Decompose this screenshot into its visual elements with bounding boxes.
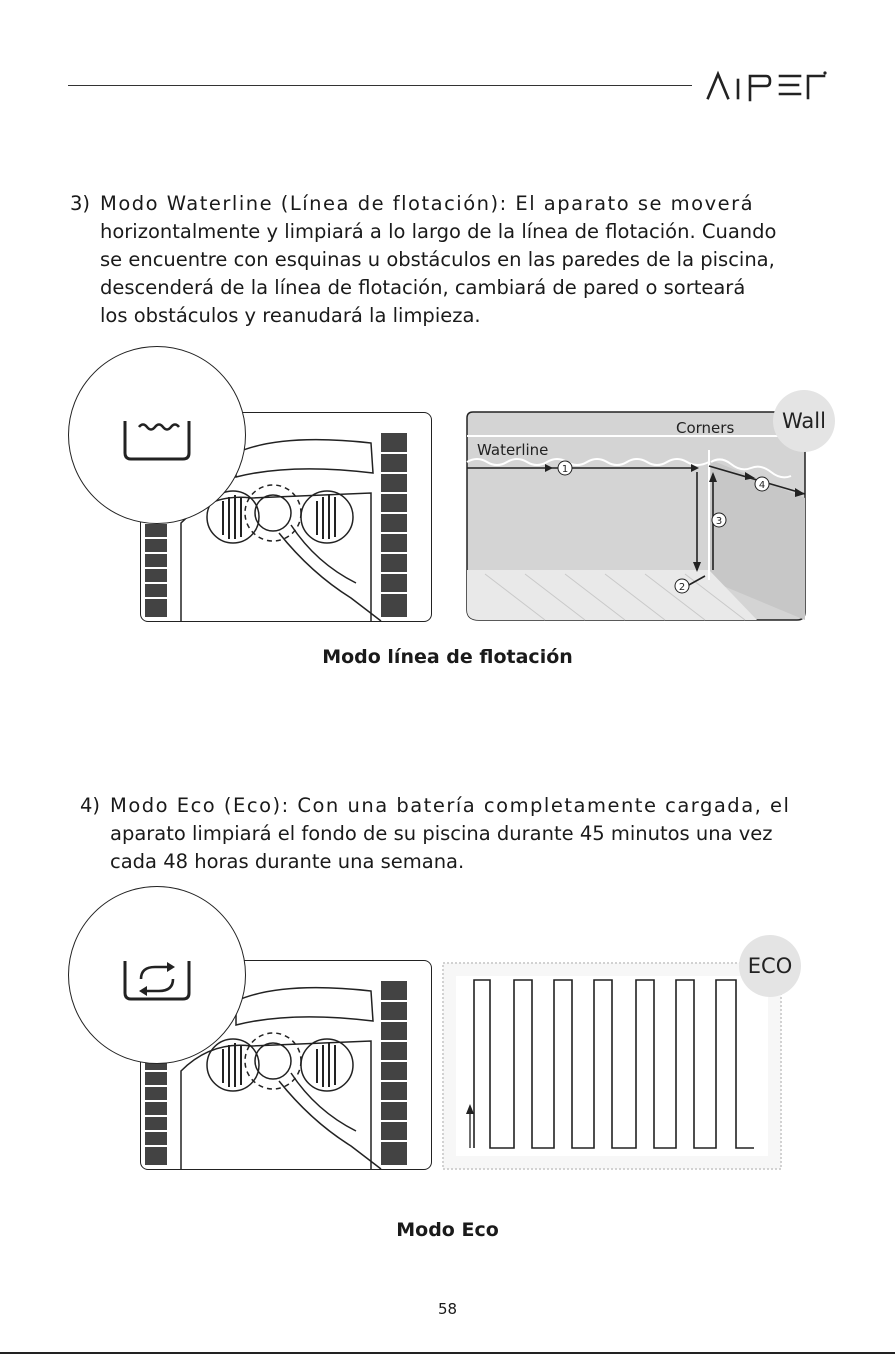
- corners-label: Corners: [676, 419, 735, 437]
- wall-badge: Wall: [773, 390, 835, 452]
- waterline-mode-callout: [68, 346, 246, 524]
- section-3-line: Modo Waterline (Línea de flotación): El aparato se moverá: [100, 192, 755, 215]
- eco-mode-icon: [121, 957, 193, 1003]
- path-marker-2: 2: [678, 582, 686, 593]
- section-3-line: horizontalmente y limpiará a lo largo de la línea de flotación. Cuando: [100, 220, 777, 243]
- waterline-label: Waterline: [477, 441, 549, 459]
- section-3-line: se encuentre con esquinas u obstáculos en las paredes de la piscina,: [100, 248, 775, 271]
- waterline-mode-icon: [121, 417, 193, 463]
- waterline-caption: Modo línea de flotación: [322, 646, 573, 668]
- eco-badge: ECO: [739, 935, 801, 997]
- eco-mode-callout: [68, 886, 246, 1064]
- waterline-diagram: [465, 410, 807, 622]
- eco-caption: Modo Eco: [396, 1219, 499, 1241]
- footer-rule: [0, 1352, 895, 1354]
- section-4-line: cada 48 horas durante una semana.: [110, 850, 465, 873]
- header-rule: [68, 85, 692, 86]
- section-3-line: descenderá de la línea de flotación, cambiará de pared o sorteará: [100, 276, 746, 299]
- path-marker-1: 1: [561, 464, 569, 475]
- path-marker-4: 4: [758, 480, 766, 491]
- path-marker-3: 3: [715, 516, 723, 527]
- aiper-logo: [704, 66, 828, 102]
- page-number: 58: [437, 1300, 458, 1318]
- section-4-paragraph: [80, 792, 822, 876]
- section-3-number: 3): [70, 192, 91, 215]
- section-3-paragraph: [70, 190, 810, 330]
- eco-path-diagram: [442, 962, 782, 1170]
- section-4-number: 4): [80, 794, 101, 817]
- section-4-line: Modo Eco (Eco): Con una batería completamente cargada, el: [110, 794, 791, 817]
- section-3-line: los obstáculos y reanudará la limpieza.: [100, 304, 481, 327]
- section-4-line: aparato limpiará el fondo de su piscina durante 45 minutos una vez: [110, 822, 773, 845]
